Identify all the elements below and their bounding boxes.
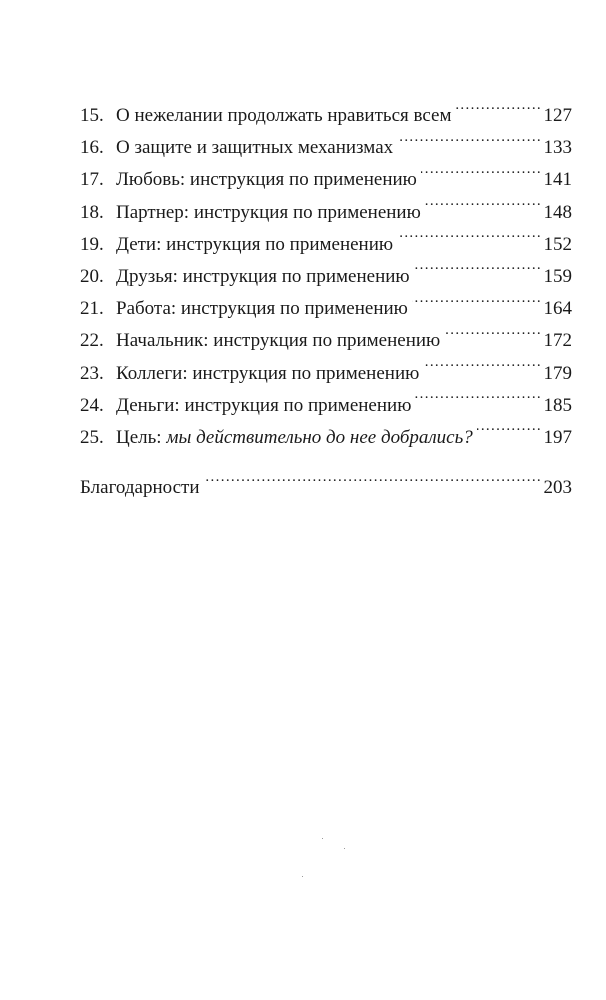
- toc-entry-title: О защите и защитных механизмах: [116, 137, 394, 159]
- toc-entry-number: 20.: [80, 265, 104, 287]
- scan-speck: [322, 838, 323, 839]
- toc-entry-title: Работа: инструкция по применению: [116, 298, 408, 320]
- toc-entry-number: 22.: [80, 330, 104, 352]
- table-of-contents: [80, 100, 572, 504]
- toc-entry-17[interactable]: [80, 164, 572, 196]
- toc-entry-23[interactable]: [80, 358, 572, 390]
- dot-leader: [415, 392, 539, 411]
- toc-entry-title: Дети: инструкция по применению: [116, 233, 394, 255]
- section-gap: [80, 454, 572, 472]
- dot-leader: [477, 424, 540, 443]
- toc-entry-number: 16.: [80, 137, 104, 159]
- toc-entry-acknowledgments[interactable]: [80, 472, 572, 504]
- scan-speck: [344, 848, 345, 849]
- toc-entry-page: 164: [543, 298, 572, 320]
- toc-entry-number: 23.: [80, 362, 104, 384]
- toc-entry-title: Цель:: [116, 426, 167, 448]
- toc-entry-page: 127: [543, 105, 572, 126]
- toc-entry-number: 17.: [80, 169, 104, 191]
- toc-entry-25[interactable]: [80, 422, 572, 454]
- toc-entry-16[interactable]: [80, 132, 572, 164]
- toc-entry-number: 19.: [80, 233, 104, 255]
- toc-entry-title: Начальник: инструкция по применению: [116, 330, 441, 352]
- toc-entry-24[interactable]: [80, 390, 572, 422]
- toc-entry-number: 21.: [80, 298, 104, 320]
- dot-leader: [397, 231, 539, 250]
- toc-entry-15[interactable]: [80, 100, 572, 132]
- toc-entry-22[interactable]: [80, 325, 572, 357]
- toc-entry-subtitle: мы действительно до нее добрались?: [166, 426, 473, 448]
- toc-entry-page: 197: [543, 426, 572, 448]
- dot-leader: [412, 295, 540, 314]
- toc-entry-18[interactable]: [80, 197, 572, 229]
- toc-entry-page: 172: [543, 330, 572, 352]
- toc-entry-page: 179: [543, 362, 572, 384]
- toc-entry-19[interactable]: [80, 229, 572, 261]
- dot-leader: [425, 199, 540, 218]
- dot-leader: [397, 134, 539, 153]
- dot-leader: [204, 474, 540, 493]
- toc-entry-title: Партнер: инструкция по применению: [116, 201, 421, 223]
- toc-entry-page: 159: [543, 265, 572, 287]
- toc-entry-title: Любовь: инструкция по применению: [116, 169, 417, 191]
- toc-entry-20[interactable]: [80, 261, 572, 293]
- toc-entry-number: 25.: [80, 426, 104, 448]
- toc-entry-page: 148: [543, 201, 572, 223]
- toc-entry-page: 141: [543, 169, 572, 191]
- toc-entry-title: О нежелании продолжать нравиться всем: [116, 105, 452, 126]
- toc-entry-21[interactable]: [80, 293, 572, 325]
- dot-leader: [444, 327, 539, 346]
- dot-leader: [455, 102, 539, 121]
- toc-entry-page: 203: [543, 477, 572, 499]
- toc-entry-title: Коллеги: инструкция по применению: [116, 362, 420, 384]
- toc-entry-page: 133: [543, 137, 572, 159]
- dot-leader: [414, 263, 540, 282]
- scan-speck: [302, 876, 303, 877]
- toc-entry-title: Деньги: инструкция по применению: [116, 394, 412, 416]
- toc-entry-number: 15.: [80, 105, 104, 126]
- toc-entry-number: 18.: [80, 201, 104, 223]
- toc-entry-page: 152: [543, 233, 572, 255]
- toc-entry-title: Благодарности: [80, 477, 200, 499]
- dot-leader: [421, 166, 540, 185]
- toc-entry-title: Друзья: инструкция по применению: [116, 265, 410, 287]
- dot-leader: [423, 360, 539, 379]
- toc-entry-number: 24.: [80, 394, 104, 416]
- toc-entry-page: 185: [543, 394, 572, 416]
